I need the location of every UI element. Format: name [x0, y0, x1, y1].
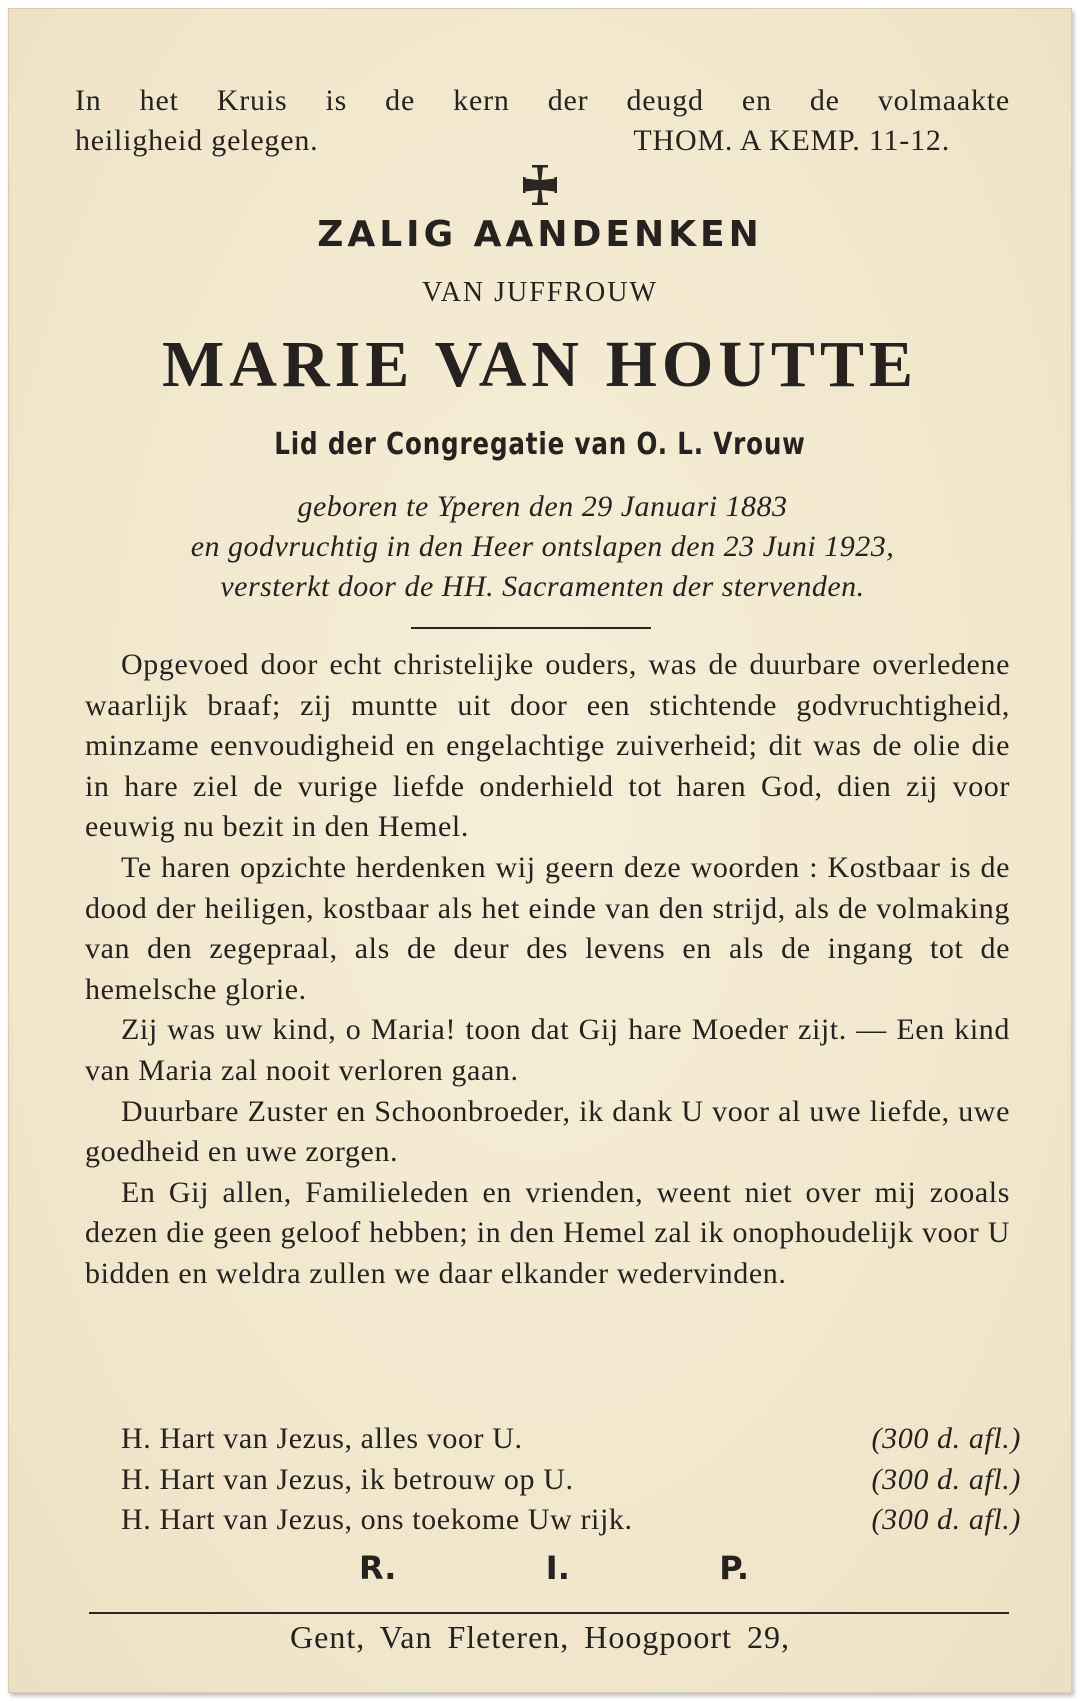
biography-lines [75, 487, 1010, 607]
paragraph: En Gij allen, Familieleden en vrienden, weent niet over mij zooals dezen die geen geloof hebben; in den Hemel zal ik onophoudelijk voor U bidden en weldra zullen we daar elkander wedervinden. [85, 1175, 1010, 1290]
name-prefix: VAN JUFFROUW [422, 277, 658, 308]
prayer-text: H. Hart van Jezus, ik betrouw op U. [121, 1462, 574, 1496]
memorial-text [85, 645, 1010, 1295]
motto-line-1: In het Kruis is de kern der deugd en de volmaakte [75, 84, 1010, 117]
death-line: en godvruchtig in den Heer ontslapen den 23 Juni 1923, [190, 530, 895, 563]
motto-text-end: heiligheid gelegen. [75, 124, 319, 157]
paragraph: Opgevoed door echt christelijke ouders, was de duurbare overledene waarlijk braaf; zij muntte uit door een stichtende godvruchtigheid, minzame eenvoudigheid en engelachtige zuiverheid; dit was de olie die in hare ziel de vurige liefde onderhield tot haren God, dien zij voor eeuwig nu bezit in den Hemel. [85, 648, 1010, 844]
prayer-line [121, 1460, 1021, 1501]
deceased-name: MARIE VAN HOUTTE [161, 328, 919, 401]
prayer-line [121, 1500, 1021, 1541]
divider-short [411, 627, 651, 629]
indulgence-note: (300 d. afl.) [871, 1503, 1021, 1537]
congregation-line: Lid der Congregatie van O. L. Vrouw [274, 427, 806, 462]
birth-line: geboren te Yperen den 29 Januari 1883 [297, 490, 788, 523]
prayer-line [121, 1419, 1021, 1460]
motto-line-2 [75, 121, 1010, 161]
card-title: ZALIG AANDENKEN [317, 214, 763, 255]
motto-quote [75, 81, 1010, 161]
memorial-card [8, 8, 1072, 1693]
prayer-list [121, 1419, 1021, 1541]
printer-imprint: Gent, Van Fleteren, Hoogpoort 29, [290, 1619, 790, 1655]
rip-letter: R. [359, 1549, 397, 1587]
rip-initials [359, 1549, 749, 1587]
rip-letter: I. [545, 1549, 570, 1587]
sacraments-line: versterkt door de HH. Sacramenten der stervenden. [220, 570, 865, 603]
motto-attribution: THOM. A KEMP. 11-12. [633, 124, 950, 157]
prayer-text: H. Hart van Jezus, ons toekome Uw rijk. [121, 1503, 633, 1537]
indulgence-note: (300 d. afl.) [871, 1462, 1021, 1496]
prayer-text: H. Hart van Jezus, alles voor U. [121, 1422, 523, 1455]
paragraph: Te haren opzichte herdenken wij geern deze woorden : Kostbaar is de dood der heiligen, kostbaar als het einde van den strijd, als de volmaking van den zegepraal, als de deur des levens en als de ingang tot de hemelsche glorie. [85, 850, 1010, 1006]
paragraph: Zij was uw kind, o Maria! toon dat Gij hare Moeder zijt. — Een kind van Maria zal nooit verloren gaan. [85, 1013, 1010, 1087]
paragraph: Duurbare Zuster en Schoonbroeder, ik dank U voor al uwe liefde, uwe goedheid en uwe zorgen. [85, 1094, 1010, 1169]
cross-pattee-icon [519, 164, 561, 206]
divider-long [89, 1612, 1009, 1614]
indulgence-note: (300 d. afl.) [871, 1422, 1021, 1455]
rip-letter: P. [719, 1549, 749, 1587]
